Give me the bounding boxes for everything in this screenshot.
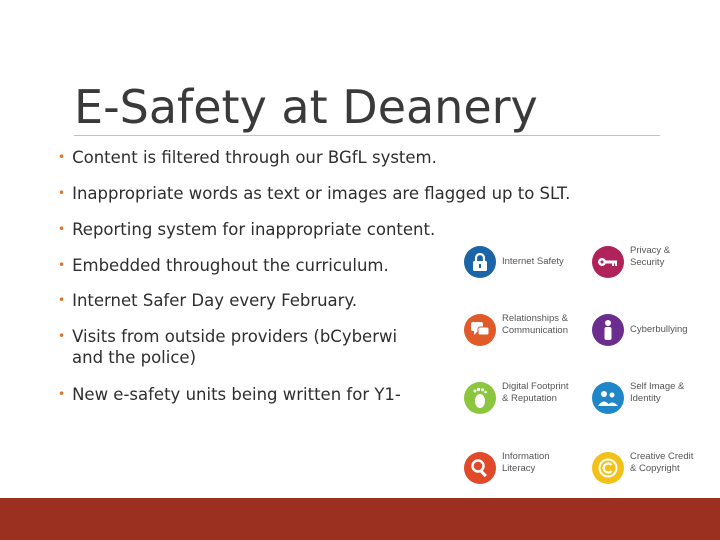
topic-cyberbullying xyxy=(588,310,708,352)
bullet-text: Content is filtered through our BGfL system. xyxy=(72,148,437,167)
bullet-item xyxy=(58,148,437,169)
slide-title: E-Safety at Deanery xyxy=(74,80,538,134)
title-underline xyxy=(74,135,660,136)
bullet-item xyxy=(58,385,401,406)
footer-bar xyxy=(0,498,720,540)
footprint-icon xyxy=(464,382,496,414)
people-icon xyxy=(592,382,624,414)
person-icon xyxy=(592,314,624,346)
copyright-icon xyxy=(592,452,624,484)
topic-label: Self Image & Identity xyxy=(630,381,685,404)
bullet-text: Inappropriate words as text or images are flagged up to SLT. xyxy=(72,184,571,203)
topic-label: Relationships & Communication xyxy=(502,313,569,336)
chat-icon xyxy=(464,314,496,346)
bullet-dot-icon: • xyxy=(58,293,66,307)
bullet-text-continued: and the police) xyxy=(72,348,197,367)
topic-relationships-communication xyxy=(460,310,580,352)
bullet-item xyxy=(58,184,570,205)
topic-label: Information Literacy xyxy=(502,451,550,474)
bullet-dot-icon: • xyxy=(58,150,66,164)
magnifier-icon xyxy=(464,452,496,484)
bullet-text: Embedded throughout the curriculum. xyxy=(72,256,389,275)
bullet-dot-icon: • xyxy=(58,222,66,236)
topic-label: Digital Footprint & Reputation xyxy=(502,381,569,404)
topic-digital-footprint xyxy=(460,378,580,420)
bullet-item xyxy=(58,256,389,277)
key-icon xyxy=(592,246,624,278)
bullet-item xyxy=(58,220,435,241)
topic-self-image-identity xyxy=(588,378,708,420)
topic-label: Privacy & Security xyxy=(630,245,671,268)
bullet-text: Reporting system for inappropriate content. xyxy=(72,220,436,239)
bullet-item xyxy=(58,291,357,312)
bullet-text: Visits from outside providers (bCyberwi xyxy=(72,327,398,346)
topic-internet-safety xyxy=(460,242,580,284)
bullet-dot-icon: • xyxy=(58,387,66,401)
bullet-item xyxy=(58,327,397,368)
e-safety-topics-graphic xyxy=(460,238,700,498)
topic-privacy-security xyxy=(588,242,708,284)
padlock-icon xyxy=(464,246,496,278)
bullet-dot-icon: • xyxy=(58,329,66,343)
bullet-dot-icon: • xyxy=(58,186,66,200)
topic-information-literacy xyxy=(460,448,580,490)
bullet-dot-icon: • xyxy=(58,258,66,272)
bullet-text: New e-safety units being written for Y1- xyxy=(72,385,401,404)
bullet-text: Internet Safer Day every February. xyxy=(72,291,358,310)
topic-label: Cyberbullying xyxy=(630,324,688,335)
topic-label: Internet Safety xyxy=(502,256,564,267)
topic-creative-credit-copyright xyxy=(588,448,708,490)
topic-label: Creative Credit & Copyright xyxy=(630,451,694,474)
